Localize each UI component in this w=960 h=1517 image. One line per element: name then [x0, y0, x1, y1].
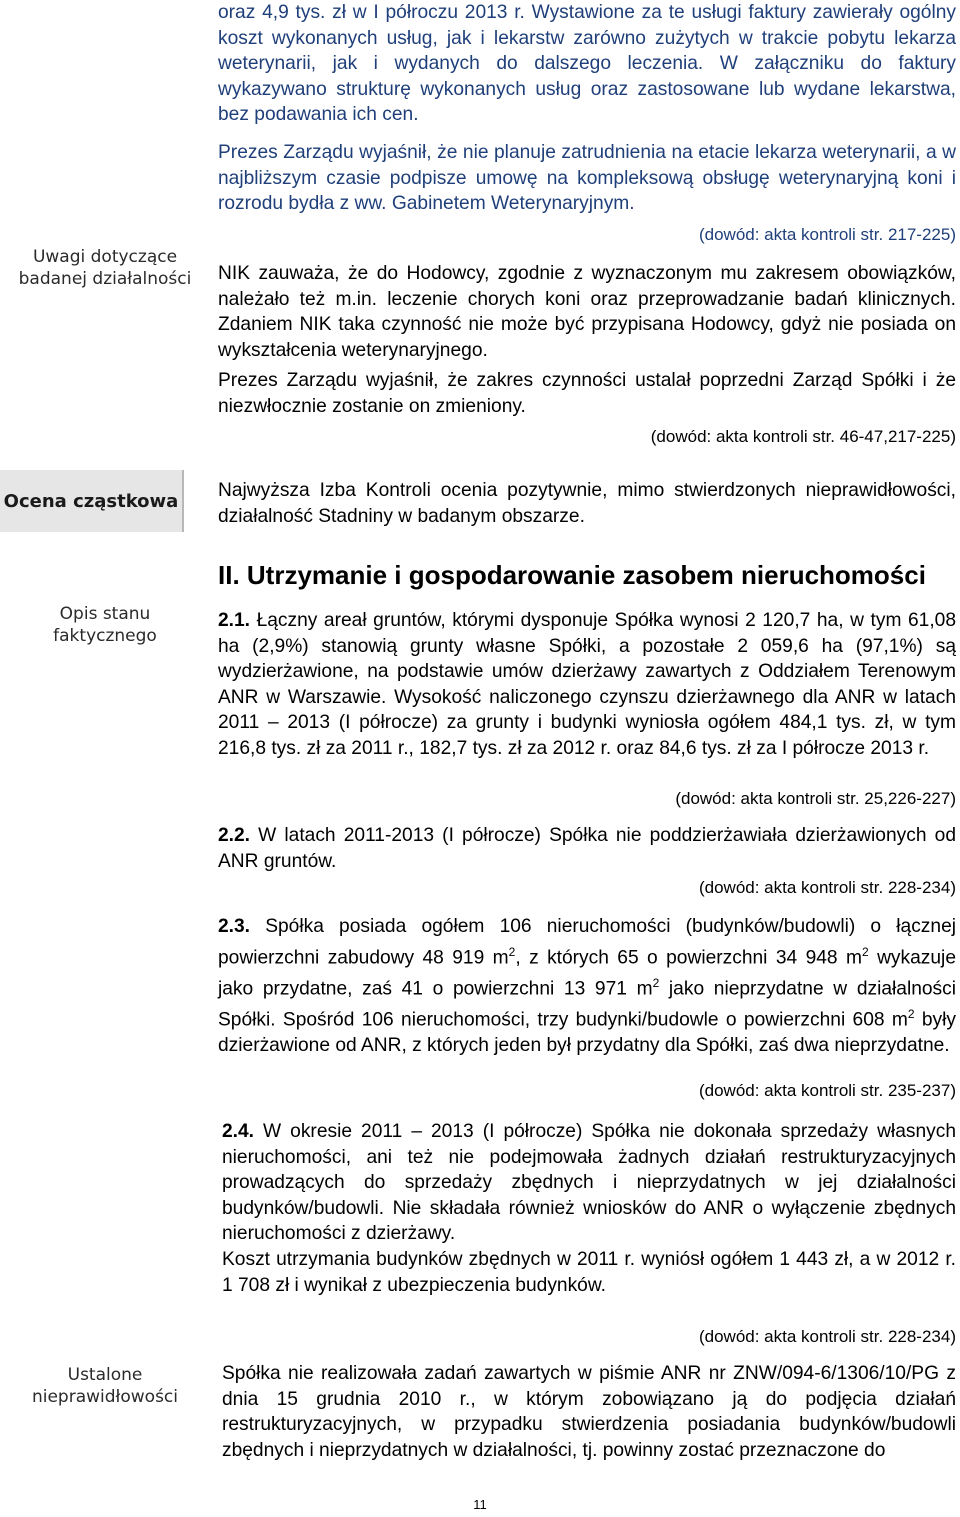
sidebar-line: faktycznego	[53, 626, 157, 646]
sidebar-label-ustalone	[0, 1364, 210, 1408]
evidence-reference	[218, 786, 956, 812]
paragraph-text: jako nieprzydatne w działalności Spółki. Spośród 106 nieruchomości, trzy budynki/budowle o powierzchni 608 m	[218, 977, 957, 1030]
paragraph-text: Spółka posiada ogółem 106 nieruchomości (budynków/budowli) o łącznej powierzchni zabudowy 48 919 m	[218, 916, 956, 968]
sidebar-line: Ustalone	[67, 1365, 143, 1385]
superscript: 2	[508, 944, 516, 959]
paragraph-text: W okresie 2011 – 2013 (I półrocze) Spółka nie dokonała sprzedaży własnych nieruchomości, ani też nie podejmowała żadnych działań restrukturyzacyjnych prowadzących do sprzedaży zbędnych i nieprzydatnych w jej działalności budynków/budowli. Nie składała również wniosków do ANR o wyłączenie zbędnych nieruchomości z dzierżawy.	[222, 1121, 956, 1245]
paragraph	[218, 261, 956, 363]
ocena-paragraph	[218, 478, 956, 529]
paragraph-text: Prezes Zarządu wyjaśnił, że zakres czynności ustalał poprzedni Zarząd Spółki i że niezwłocznie zostanie on zmieniony.	[218, 370, 956, 417]
evidence-reference	[218, 222, 956, 248]
sidebar-ocena-box	[0, 470, 184, 532]
superscript: 2	[652, 975, 660, 990]
paragraph-text: Łączny areał gruntów, którymi dysponuje Spółka wynosi 2 120,7 ha, w tym 61,08 ha (2,9%) stanowią grunty własne Spółki, a pozostałe 2 059,6 ha (97,1%) są wydzierżawione, na podstawie umów dzierżawy zawartych z Oddziałem Terenowym ANR w Warszawie. Wysokość naliczonego czynszu dzierżawnego dla ANR w latach 2011 – 2013 (I półrocze) za grunty i budynki wyniosła ogółem 484,1 tys. zł, w tym 216,8 tys. zł za 2011 r., 182,7 tys. zł za 2012 r. oraz 84,6 tys. zł za I półrocze 2013 r.	[218, 610, 956, 759]
superscript: 2	[861, 944, 869, 959]
paragraph-text: , z których 65 o powierzchni 34 948 m	[515, 946, 862, 968]
evidence-text: (dowód: akta kontroli str. 25,226-227)	[675, 789, 956, 808]
section-number: 2.3.	[218, 916, 251, 937]
paragraph-2-3	[218, 914, 956, 1058]
paragraph-text: oraz 4,9 tys. zł w I półroczu 2013 r. Wystawione za te usługi faktury zawierały ogólny koszt wykonanych usług, jak i lekarstw zarówno zużytych w trakcie pobytu lekarza weterynarii, jak i wydanych do dalszego leczenia. W załączniku do faktury wykazywano strukturę wykonanych usług oraz zastosowane lub wydane lekarstwa, bez podawania ich cen.	[218, 2, 956, 126]
paragraph	[218, 140, 956, 217]
evidence-reference	[218, 1324, 956, 1350]
evidence-text: (dowód: akta kontroli str. 46-47,217-225)	[650, 427, 956, 446]
ustalone-paragraph	[222, 1361, 956, 1463]
section-number: 2.1.	[218, 610, 251, 631]
section-heading: II. Utrzymanie i gospodarowanie zasobem nieruchomości	[218, 560, 926, 590]
paragraph	[218, 0, 956, 128]
evidence-text: (dowód: akta kontroli str. 228-234)	[698, 1327, 956, 1346]
sidebar-line: badanej działalności	[18, 269, 192, 289]
sidebar-line: nieprawidłowości	[31, 1387, 179, 1407]
sidebar-label-uwagi	[0, 246, 210, 290]
paragraph-text: Spółka nie realizowała zadań zawartych w piśmie ANR nr ZNW/094-6/1306/10/PG z dnia 15 grudnia 2010 r., w którym zobowiązano ją do podjęcia działań restrukturyzacyjnych, w przypadku stwierdzenia posiadania budynków/budowli zbędnych i nieprzydatnych w działalności, tj. powinny zostać przeznaczone do	[222, 1363, 956, 1461]
paragraph-2-1	[218, 608, 956, 762]
evidence-text: (dowód: akta kontroli str. 235-237)	[698, 1081, 956, 1100]
evidence-text: (dowód: akta kontroli str. 228-234)	[698, 878, 956, 897]
evidence-reference	[218, 1078, 956, 1104]
sidebar-line: Opis stanu	[59, 604, 151, 624]
superscript: 2	[907, 1006, 915, 1021]
paragraph-text: NIK zauważa, że do Hodowcy, zgodnie z wyznaczonym mu zakresem obowiązków, należało też m.in. leczenie chorych koni oraz przeprowadzanie badań klinicznych. Zdaniem NIK taka czynność nie może być przypisana Hodowcy, gdyż nie posiada on wykształcenia weterynaryjnego.	[218, 263, 956, 361]
paragraph-text: Prezes Zarządu wyjaśnił, że nie planuje zatrudnienia na etacie lekarza weterynarii, a w najbliższym czasie podpisze umowę na kompleksową obsługę weterynaryjną koni i rozrodu bydła z ww. Gabinetem Weterynaryjnym.	[218, 142, 956, 215]
paragraph-text: Najwyższa Izba Kontroli ocenia pozytywnie, mimo stwierdzonych nieprawidłowości, działalność Stadniny w badanym obszarze.	[218, 480, 956, 527]
sidebar-line: Uwagi dotyczące	[32, 247, 178, 267]
sidebar-label-ocena: Ocena cząstkowa	[3, 490, 179, 512]
paragraph	[218, 368, 956, 419]
page-number: 11	[473, 1497, 487, 1512]
paragraph-text: W latach 2011-2013 (I półrocze) Spółka nie poddzierżawiała dzierżawionych od ANR gruntów.	[218, 825, 956, 872]
paragraph-text: były dzierżawione od ANR, z których jeden był przydatny dla Spółki, zaś dwa nieprzydatne.	[218, 1008, 957, 1056]
paragraph-text: Koszt utrzymania budynków zbędnych w 2011 r. wyniósł ogółem 1 443 zł, a w 2012 r. 1 708 zł i wynikał z ubezpieczenia budynków.	[222, 1248, 956, 1296]
section-number: 2.2.	[218, 825, 251, 846]
paragraph-2-2	[218, 823, 956, 874]
evidence-reference	[218, 424, 956, 450]
evidence-text: (dowód: akta kontroli str. 217-225)	[698, 225, 956, 244]
section-number: 2.4.	[222, 1121, 255, 1142]
paragraph-2-4	[222, 1119, 956, 1298]
evidence-reference	[218, 875, 956, 901]
sidebar-label-opis	[0, 603, 210, 647]
paragraph-text: wykazuje jako przydatne, zaś 41 o powierzchni 13 971 m	[218, 946, 956, 999]
